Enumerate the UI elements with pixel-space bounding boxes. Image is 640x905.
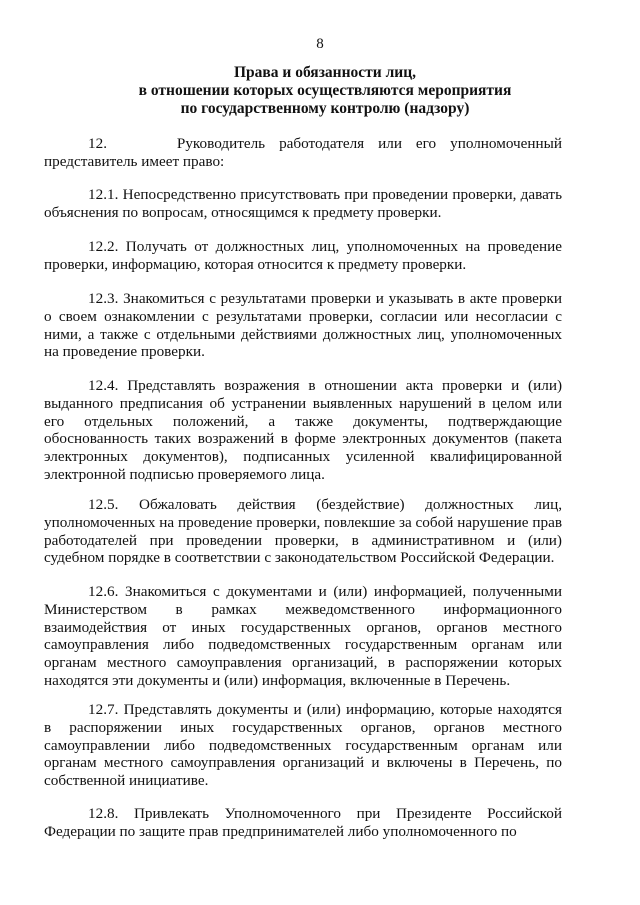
paragraph-12 bbox=[44, 135, 562, 171]
paragraph-12-3 bbox=[44, 290, 562, 361]
paragraph-number: 12.7. bbox=[88, 701, 119, 718]
paragraph-12-2 bbox=[44, 238, 562, 274]
paragraph-text: Получать от должностных лиц, уполномоченных на проведение проверки, информацию, которая относится к предмету проверки. bbox=[44, 238, 563, 273]
paragraph-number: 12.8. bbox=[88, 805, 119, 822]
paragraph-12-5 bbox=[44, 496, 562, 567]
paragraph-12-7 bbox=[44, 701, 562, 790]
paragraph-text: Знакомиться с документами и (или) информацией, полученными Министерством в рамках межведомственного информационного взаимодействия от иных государственных органов, органов местного самоуправления либо подведомственных государственным органам или органам местного самоуправления организаций, в распоряжении которых находятся эти документы и (или) информация, включенные в Перечень. bbox=[44, 583, 563, 689]
paragraph-text: Обжаловать действия (бездействие) должностных лиц, уполномоченных на проведение проверки, повлекшие за собой нарушение прав работодателей при проведении проверки, в административном и (или) судебном порядке в соответствии с законодательством Российской Федерации. bbox=[44, 496, 562, 567]
paragraph-number: 12.2. bbox=[88, 238, 119, 255]
heading-line-3: по государственному контролю (надзору) bbox=[180, 100, 470, 117]
page-number: 8 bbox=[316, 36, 324, 52]
paragraph-number: 12.6. bbox=[88, 583, 119, 600]
paragraph-text: Привлекать Уполномоченного при Президенте Российской Федерации по защите прав предпринимателей либо уполномоченного по bbox=[44, 805, 562, 840]
section-heading bbox=[44, 64, 606, 118]
paragraph-12-4 bbox=[44, 377, 562, 484]
paragraph-number: 12.4. bbox=[88, 377, 119, 394]
paragraph-12-1 bbox=[44, 186, 562, 222]
paragraph-text: Знакомиться с результатами проверки и указывать в акте проверки о своем ознакомлении с результатами проверки, согласии или несогласии с ними, а также с отдельными действиями должностных лиц, уполномоченных на проведение проверки. bbox=[44, 290, 562, 361]
paragraph-text: Представлять документы и (или) информацию, которые находятся в распоряжении иных государственных органов, органов местного самоуправлении либо подведомственных государственным органам или органам местного самоуправления организаций и включены в Перечень, по собственной инициативе. bbox=[44, 701, 562, 790]
paragraph-number: 12. bbox=[88, 135, 107, 152]
paragraph-text: Непосредственно присутствовать при проведении проверки, давать объяснения по вопросам, относящимся к предмету проверки. bbox=[44, 186, 562, 221]
paragraph-text: Руководитель работодателя или его уполномоченный представитель имеет право: bbox=[44, 135, 562, 170]
heading-line-1: Права и обязанности лиц, bbox=[233, 64, 417, 81]
paragraph-number: 12.5. bbox=[88, 496, 119, 513]
paragraph-text: Представлять возражения в отношении акта проверки и (или) выданного предписания об устранении выявленных нарушений в целом или его отдельных положений, а также документы, подтверждающие обоснованность таких возражений в форме электронных документов (пакета электронных документов), подписанных усиленной квалифицированной электронной подписью проверяемого лица. bbox=[44, 377, 563, 483]
paragraph-number: 12.1. bbox=[88, 186, 119, 203]
paragraph-12-8 bbox=[44, 805, 562, 841]
paragraph-number: 12.3. bbox=[88, 290, 119, 307]
paragraph-12-6 bbox=[44, 583, 562, 690]
heading-line-2: в отношении которых осуществляются мероприятия bbox=[138, 82, 512, 99]
